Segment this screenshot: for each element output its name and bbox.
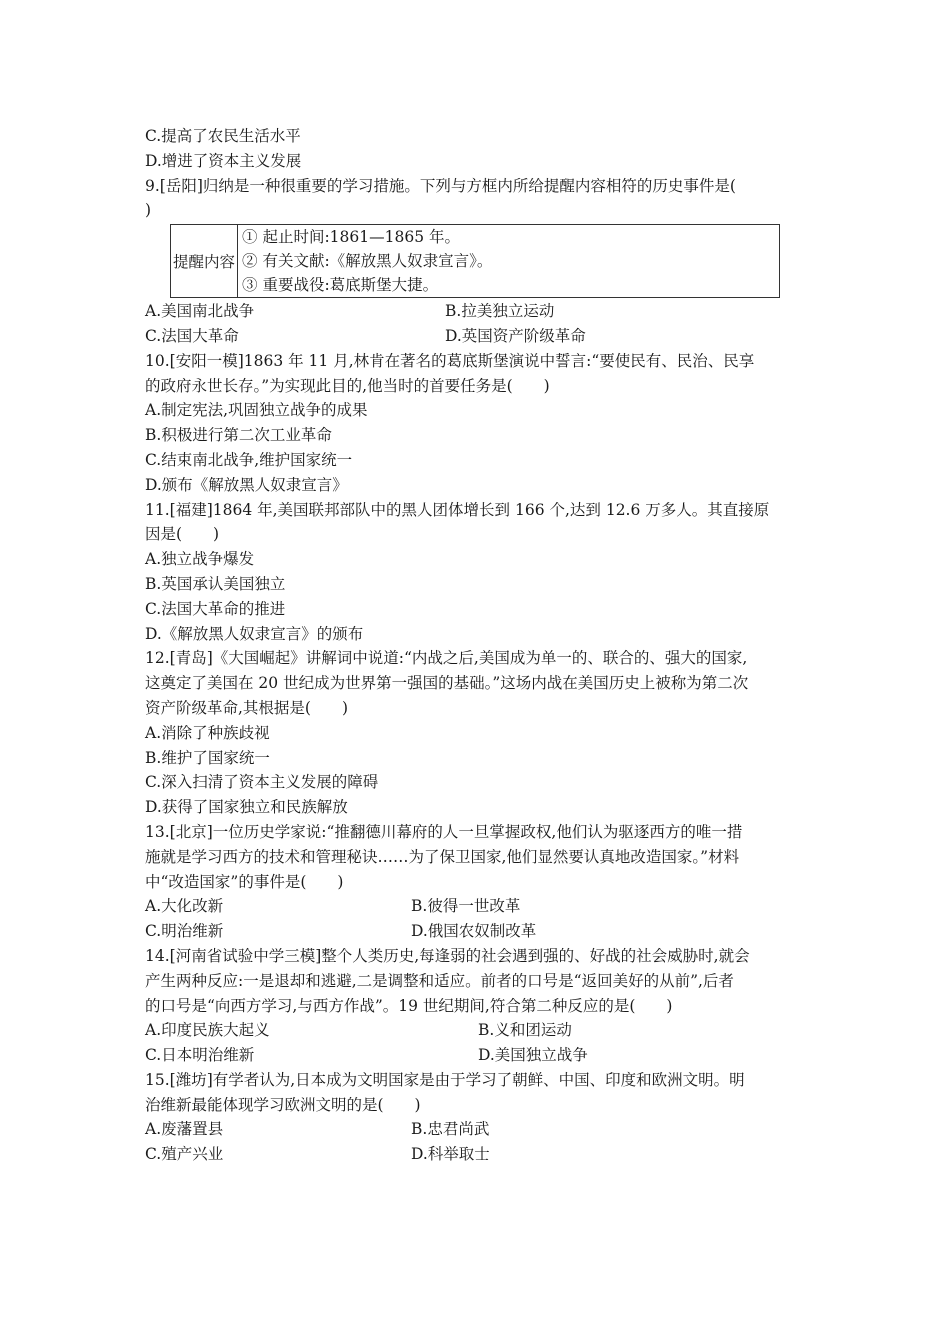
q14-stem: 的口号是“向西方学习,与西方作战”。19 世纪期间,符合第二种反应的是( ): [145, 996, 673, 1015]
q13-stem: 施就是学习西方的技术和管理秘诀……为了保卫国家,他们显然要认真地改造国家。”材料: [145, 847, 740, 866]
q9-option-a: A.美国南北战争: [145, 302, 255, 321]
q12-option-a: A.消除了种族歧视: [145, 723, 270, 742]
q15-stem: 治维新最能体现学习欧洲文明的是( ): [145, 1095, 421, 1114]
q8-option-c: C.提高了农民生活水平: [145, 127, 301, 145]
q9-option-d: D.英国资产阶级革命: [445, 326, 586, 345]
q15-option-d: D.科举取士: [411, 1145, 490, 1164]
q12-stem: 12.[青岛]《大国崛起》讲解词中说道:“内战之后,美国成为单一的、联合的、强大的国家,: [145, 649, 748, 668]
q13-option-a: A.大化改新: [145, 897, 224, 916]
q10-option-b: B.积极进行第二次工业革命: [145, 426, 332, 445]
hint-item: ③ 重要战役:葛底斯堡大捷。: [242, 276, 439, 295]
q14-options-row: [145, 1043, 815, 1068]
q13-options-row: [145, 919, 815, 944]
q11-stem: 11.[福建]1864 年,美国联邦部队中的黑人团体增长到 166 个,达到 12.6 万多人。其直接原: [145, 500, 770, 519]
q11-option-a: A.独立战争爆发: [145, 550, 255, 569]
q10-stem: 10.[安阳一模]1863 年 11 月,林肯在著名的葛底斯堡演说中誓言:“要使民有、民治、民享: [145, 351, 755, 370]
q10-option-d: D.颁布《解放黑人奴隶宣言》: [145, 475, 348, 494]
q8-option-d: D.增进了资本主义发展: [145, 151, 302, 170]
q10-option-a: A.制定宪法,巩固独立战争的成果: [145, 401, 368, 420]
q12-option-d: D.获得了国家独立和民族解放: [145, 798, 348, 817]
q13-option-b: B.彼得一世改革: [411, 897, 521, 916]
q12-stem: 这奠定了美国在 20 世纪成为世界第一强国的基础。”这场内战在美国历史上被称为第二次: [145, 674, 749, 693]
hint-item: ① 起止时间:1861—1865 年。: [242, 228, 460, 247]
q11-option-d: D.《解放黑人奴隶宣言》的颁布: [145, 624, 364, 643]
q11-option-b: B.英国承认美国独立: [145, 574, 286, 593]
q10-stem: 的政府永世长存。”为实现此目的,他当时的首要任务是( ): [145, 376, 550, 395]
q13-stem: 13.[北京]一位历史学家说:“推翻德川幕府的人一旦掌握政权,他们认为驱逐西方的唯一措: [145, 822, 743, 841]
q10-option-c: C.结束南北战争,维护国家统一: [145, 450, 353, 469]
q9-options-row: [145, 324, 815, 349]
q15-option-b: B.忠君尚武: [411, 1120, 490, 1139]
q15-options-row: [145, 1117, 815, 1142]
hint-box: [170, 224, 780, 298]
hint-box-header: 提醒内容: [171, 225, 238, 298]
q9-options-row: [145, 299, 815, 324]
q13-option-d: D.俄国农奴制改革: [411, 922, 537, 941]
q9-option-c: C.法国大革命: [145, 326, 239, 345]
q15-options-row: [145, 1142, 815, 1167]
q15-option-c: C.殖产兴业: [145, 1145, 224, 1164]
q14-stem: 产生两种反应:一是退却和逃避,二是调整和适应。前者的口号是“返回美好的从前”,后者: [145, 971, 734, 990]
q11-stem: 因是( ): [145, 525, 220, 544]
q14-options-row: [145, 1018, 815, 1043]
hint-item: ② 有关文献:《解放黑人奴隶宣言》。: [242, 252, 493, 271]
q12-option-b: B.维护了国家统一: [145, 748, 270, 767]
q14-option-c: C.日本明治维新: [145, 1046, 255, 1065]
q15-option-a: A.废藩置县: [145, 1120, 224, 1139]
q13-option-c: C.明治维新: [145, 922, 224, 941]
q13-options-row: [145, 894, 815, 919]
q14-option-d: D.美国独立战争: [478, 1046, 588, 1065]
q11-option-c: C.法国大革命的推进: [145, 599, 286, 618]
q9-stem-end: ): [145, 201, 152, 220]
q14-option-b: B.义和团运动: [478, 1021, 572, 1040]
q14-stem: 14.[河南省试验中学三模]整个人类历史,每逢弱的社会遇到强的、好战的社会威胁时,就会: [145, 946, 750, 965]
q13-stem: 中“改造国家”的事件是( ): [145, 872, 344, 891]
exam-page: [145, 124, 815, 1167]
q14-option-a: A.印度民族大起义: [145, 1021, 270, 1040]
q9-stem: 9.[岳阳]归纳是一种很重要的学习措施。下列与方框内所给提醒内容相符的历史事件是(: [145, 176, 736, 195]
q9-option-b: B.拉美独立运动: [445, 302, 555, 321]
q12-option-c: C.深入扫清了资本主义发展的障碍: [145, 773, 379, 792]
q15-stem: 15.[潍坊]有学者认为,日本成为文明国家是由于学习了朝鲜、中国、印度和欧洲文明。明: [145, 1070, 745, 1089]
q12-stem: 资产阶级革命,其根据是( ): [145, 698, 349, 717]
